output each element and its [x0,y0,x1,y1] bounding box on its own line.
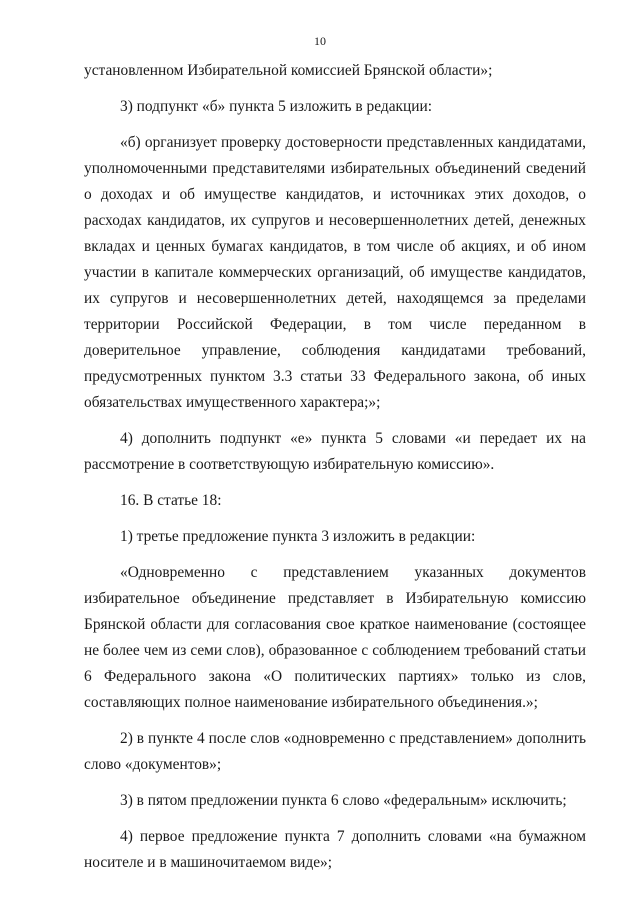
paragraph-9: 3) в пятом предложении пункта 6 слово «федеральным» исключить; [120,792,567,809]
paragraph-6: 1) третье предложение пункта 3 изложить в редакции: [120,528,476,545]
paragraph-3: «б) организует проверку достоверности представленных кандидатами, уполномоченными представителями избирательных объединений сведений о доходах и об имуществе кандидатов, и источниках этих доходов, о расходах кандидатов, их супругов и несовершеннолетних детей, денежных вкладах и ценных бумагах кандидатов, в том числе об акциях, и об ином участии в капитале коммерческих организаций, об имуществе кандидатов, их супругов и несовершеннолетних детей, находящемся за пределами территории Российской Федерации, в том числе переданном в доверительное управление, соблюдения кандидатами требований, предусмотренных пунктом 3.3 статьи 33 Федерального закона, об иных обязательствах имущественного характера;»; [84,134,586,411]
paragraph-4: 4) дополнить подпункт «е» пункта 5 словами «и передает их на рассмотрение в соответствующую избирательную комиссию». [84,430,586,473]
page-number: 10 [314,34,326,48]
paragraph-2: 3) подпункт «б» пункта 5 изложить в редакции: [120,98,432,115]
paragraph-5: 16. В статье 18: [120,492,222,509]
paragraph-10: 4) первое предложение пункта 7 дополнить словами «на бумажном носителе и в машиночитаемом виде»; [84,828,586,871]
paragraph-8: 2) в пункте 4 после слов «одновременно с представлением» дополнить слово «документов»; [84,730,586,773]
document-body [84,58,586,876]
paragraph-7: «Одновременно с представлением указанных документов избирательное объединение представляет в Избирательную комиссию Брянской области для согласования свое краткое наименование (состоящее не более чем из семи слов), образованное с соблюдением требований статьи 6 Федерального закона «О политических партиях» только из слов, составляющих полное наименование избирательного объединения.»; [84,564,586,711]
paragraph-1: установленном Избирательной комиссией Брянской области»; [84,62,493,79]
